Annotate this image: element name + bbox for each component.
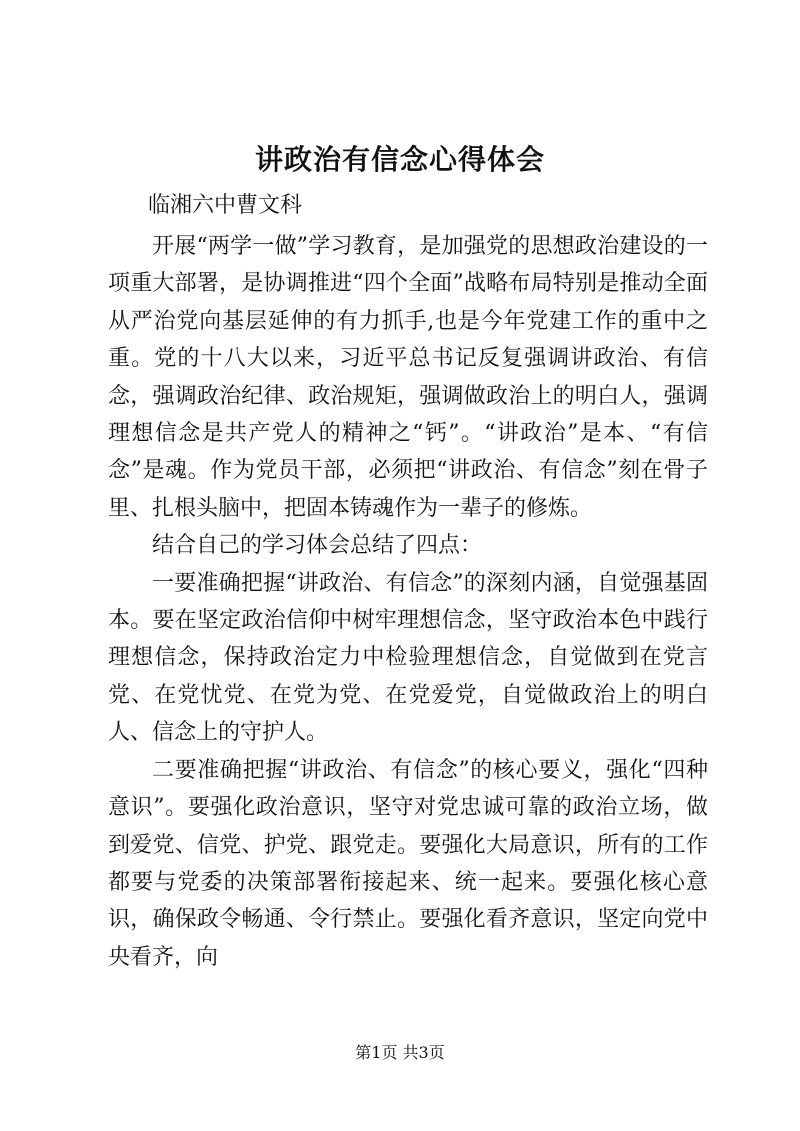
paragraph-point-two: 二要准确把握“讲政治、有信念”的核心要义，强化“四种意识”。要强化政治意识，坚守对党忠诚可靠的政治立场，做到爱党、信党、护党、跟党走。要强化大局意识，所有的工作都要与党委的决策部署衔接起来、统一起来。要强化核心意识，确保政令畅通、令行禁止。要强化看齐意识，坚定向党中央看齐，向: [108, 757, 708, 970]
paragraph-intro: 开展“两学一做”学习教育，是加强党的思想政治建设的一项重大部署，是协调推进“四个全面”战略布局特别是推动全面从严治党向基层延伸的有力抓手,也是今年党建工作的重中之重。党的十八大以来，习近平总书记反复强调讲政治、有信念，强调政治纪律、政治规矩，强调做政治上的明白人，强调理想信念是共产党人的精神之“钙”。“讲政治”是本、“有信念”是魂。作为党员干部，必须把“讲政治、有信念”刻在骨子里、扎根头脑中，把固本铸魂作为一辈子的修炼。: [108, 234, 708, 521]
paragraph-summary: 结合自己的学习体会总结了四点：: [152, 533, 483, 559]
paragraph-point-one: 一要准确把握“讲政治、有信念”的深刻内涵，自觉强基固本。要在坚定政治信仰中树牢理想信念，坚守政治本色中践行理想信念，保持政治定力中检验理想信念，自觉做到在党言党、在党忧党、在党为党、在党爱党，自觉做政治上的明白人、信念上的守护人。: [108, 570, 708, 746]
page-footer: 第1页 共3页: [355, 1043, 445, 1062]
document-title: 讲政治有信念心得体会: [254, 143, 545, 176]
document-body: [108, 228, 708, 976]
document-author: 临湘六中曹文科: [148, 193, 303, 218]
